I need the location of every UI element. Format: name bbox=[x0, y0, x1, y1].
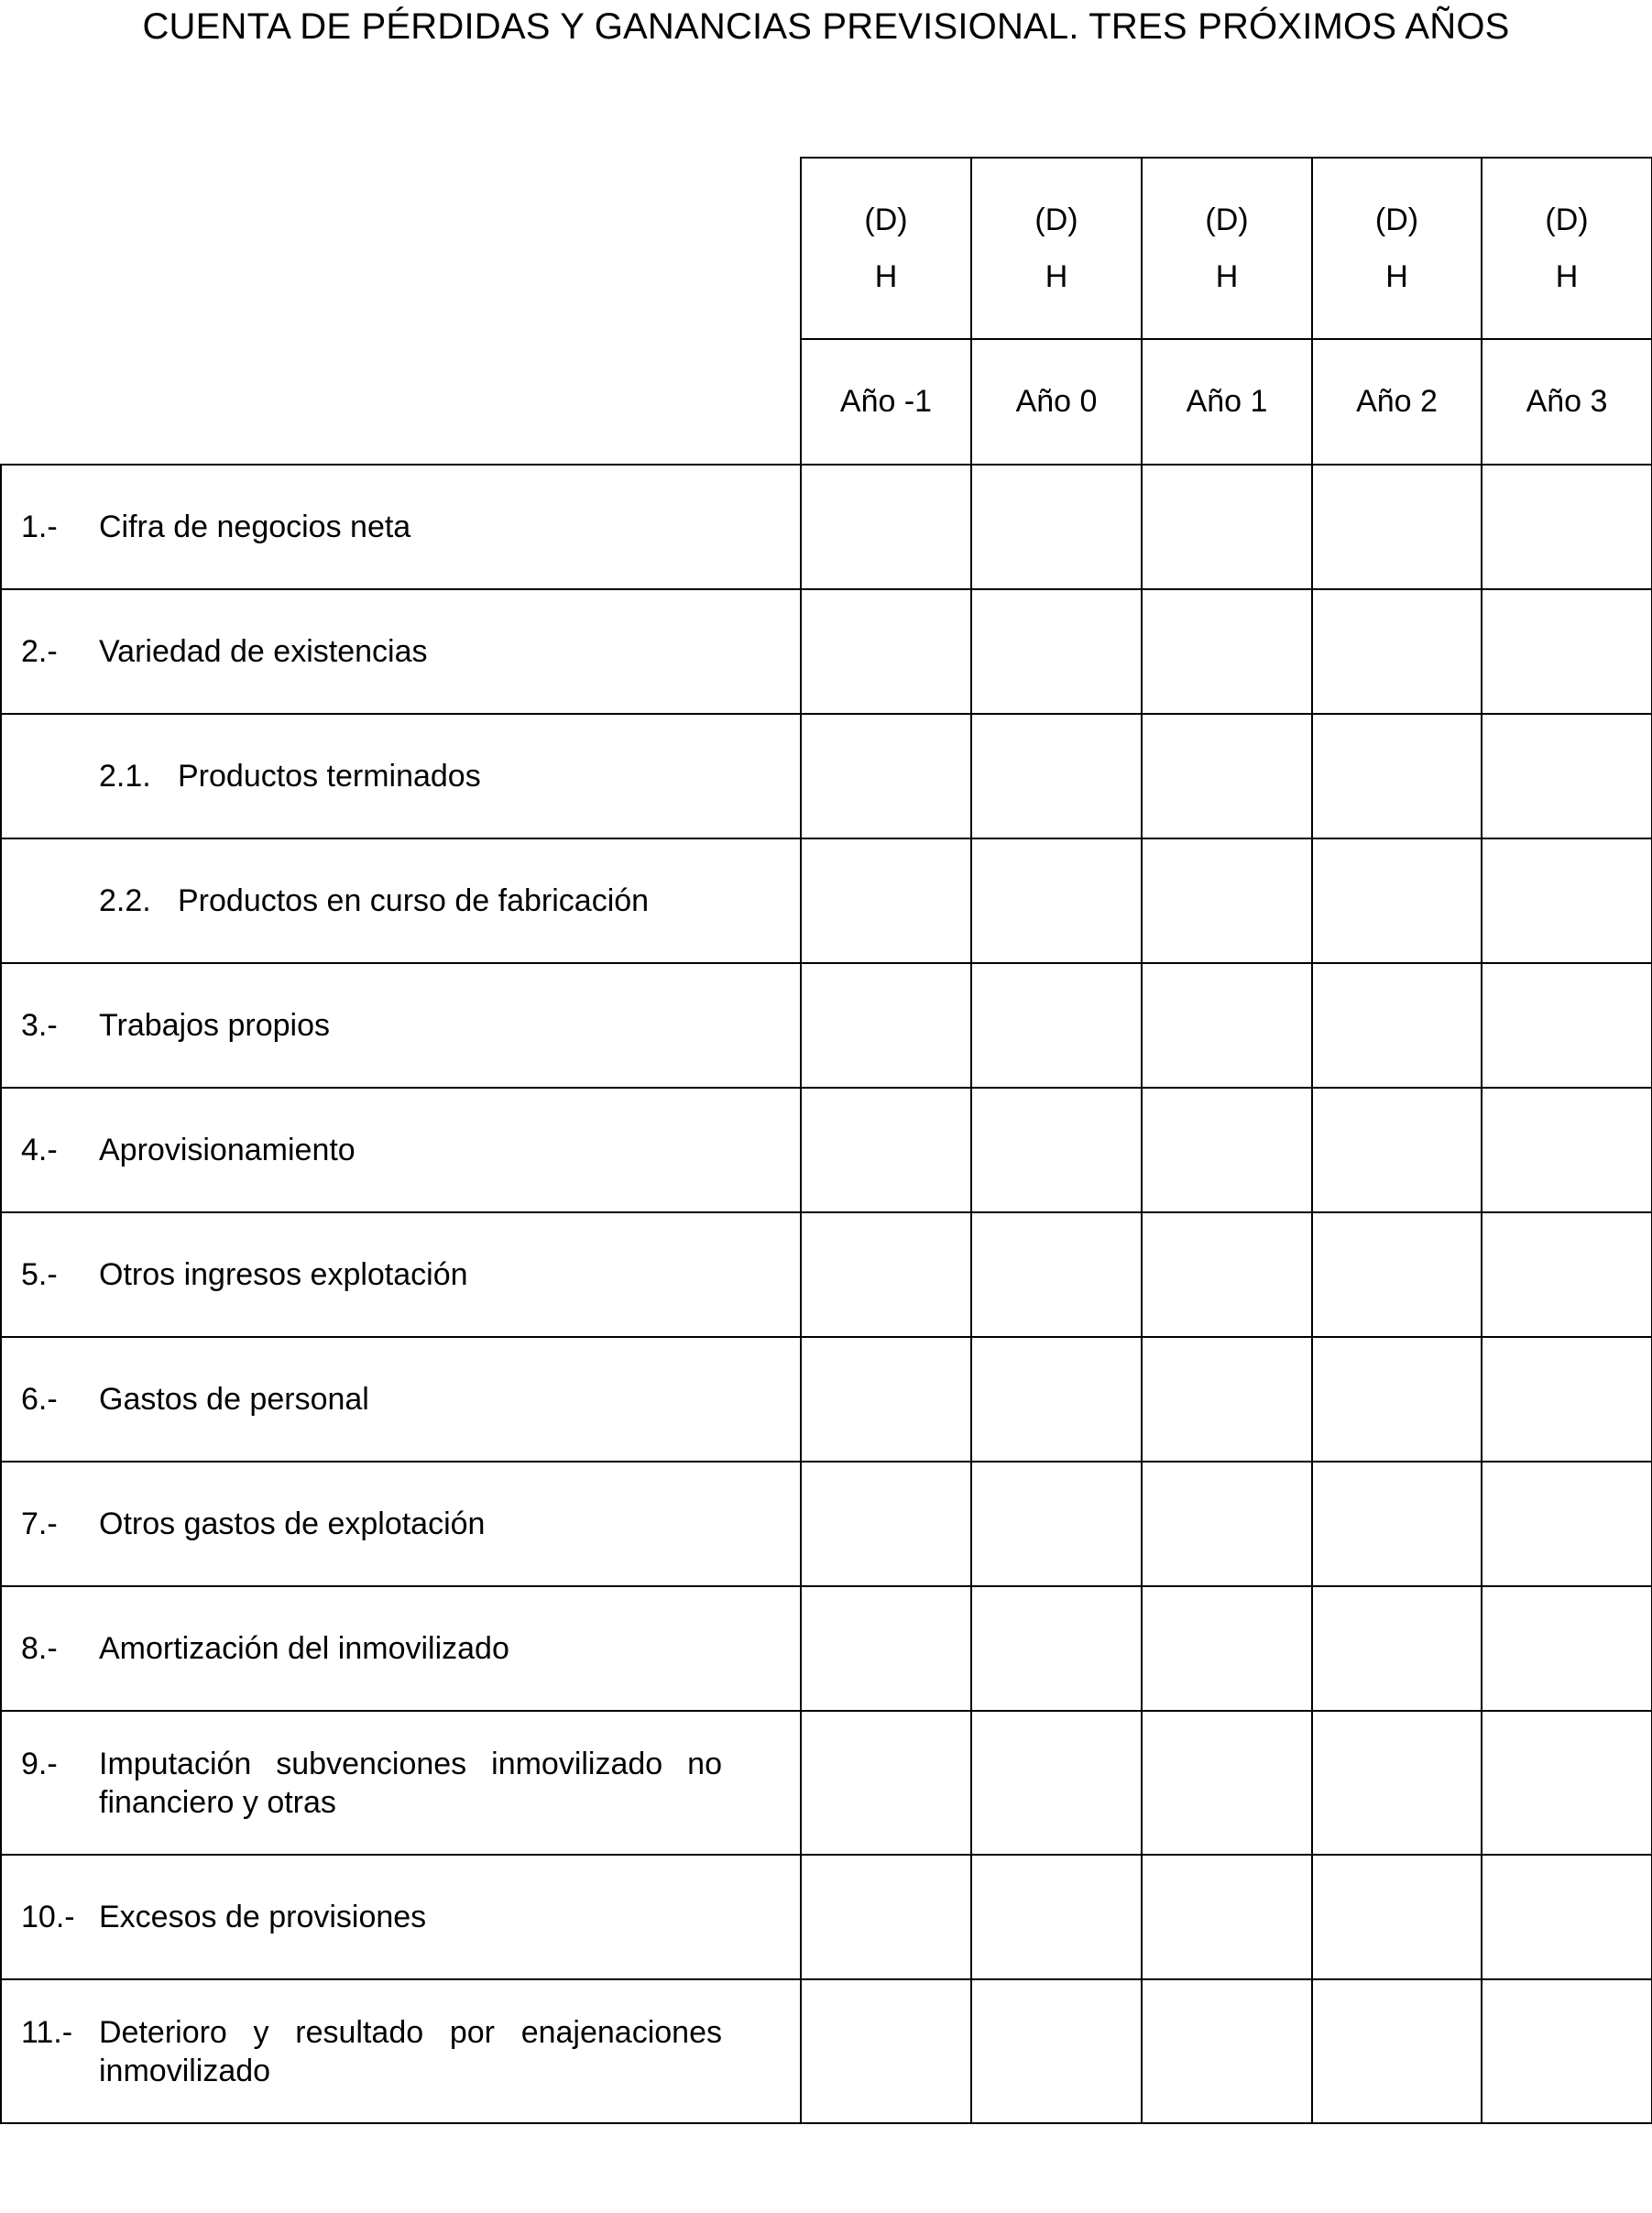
value-cell[interactable] bbox=[1142, 589, 1312, 714]
row-label-cell bbox=[1, 838, 801, 963]
value-cell[interactable] bbox=[1312, 1337, 1482, 1462]
value-cell[interactable] bbox=[971, 838, 1142, 963]
table-row bbox=[1, 1337, 1652, 1462]
row-label bbox=[2, 508, 800, 546]
column-header-dh bbox=[971, 158, 1142, 339]
value-cell[interactable] bbox=[801, 1979, 971, 2123]
credit-label: H bbox=[1555, 259, 1579, 294]
table-row bbox=[1, 1855, 1652, 1979]
table-row bbox=[1, 589, 1652, 714]
row-text: Productos terminados bbox=[178, 759, 481, 794]
table-row bbox=[1, 963, 1652, 1088]
row-number: 9.- bbox=[21, 1746, 58, 1781]
column-header-dh bbox=[801, 158, 971, 339]
value-cell[interactable] bbox=[1312, 465, 1482, 589]
row-number: 2.- bbox=[21, 634, 58, 669]
row-text: Otros gastos de explotación bbox=[99, 1506, 486, 1541]
row-number: 5.- bbox=[21, 1257, 58, 1292]
value-cell[interactable] bbox=[801, 465, 971, 589]
row-number: 10.- bbox=[21, 1900, 75, 1934]
value-cell[interactable] bbox=[1482, 1979, 1652, 2123]
row-label bbox=[2, 1131, 800, 1169]
value-cell[interactable] bbox=[801, 1337, 971, 1462]
value-cell[interactable] bbox=[971, 1855, 1142, 1979]
value-cell[interactable] bbox=[971, 1212, 1142, 1337]
column-header-year: Año -1 bbox=[801, 339, 971, 465]
value-cell[interactable] bbox=[971, 1711, 1142, 1855]
value-cell[interactable] bbox=[971, 1462, 1142, 1586]
row-label bbox=[2, 1255, 800, 1294]
value-cell[interactable] bbox=[1482, 838, 1652, 963]
row-number: 8.- bbox=[21, 1631, 58, 1666]
row-text: Otros ingresos explotación bbox=[99, 1257, 468, 1292]
row-label-cell bbox=[1, 714, 801, 838]
row-label-cell bbox=[1, 1462, 801, 1586]
row-label bbox=[2, 2013, 800, 2090]
value-cell[interactable] bbox=[1312, 1979, 1482, 2123]
value-cell[interactable] bbox=[1482, 714, 1652, 838]
row-text: Aprovisionamiento bbox=[99, 1133, 356, 1167]
header-row-dh bbox=[1, 158, 1652, 339]
value-cell[interactable] bbox=[801, 838, 971, 963]
row-label bbox=[2, 757, 800, 795]
column-header-year: Año 1 bbox=[1142, 339, 1312, 465]
row-number: 11.- bbox=[21, 2014, 73, 2050]
table-row bbox=[1, 1586, 1652, 1711]
value-cell[interactable] bbox=[1142, 1088, 1312, 1212]
value-cell[interactable] bbox=[801, 1212, 971, 1337]
row-number: 3.- bbox=[21, 1008, 58, 1043]
debit-label: (D) bbox=[864, 203, 908, 237]
row-label bbox=[2, 1898, 800, 1936]
column-header-dh bbox=[1482, 158, 1652, 339]
value-cell[interactable] bbox=[1482, 1088, 1652, 1212]
credit-label: H bbox=[1215, 259, 1239, 294]
row-label bbox=[2, 1380, 800, 1419]
row-number: 2.2. bbox=[99, 883, 151, 918]
value-cell[interactable] bbox=[971, 589, 1142, 714]
value-cell[interactable] bbox=[971, 1088, 1142, 1212]
column-header-year: Año 0 bbox=[971, 339, 1142, 465]
column-header-year: Año 2 bbox=[1312, 339, 1482, 465]
row-text: Amortización del inmovilizado bbox=[99, 1631, 509, 1666]
value-cell[interactable] bbox=[971, 1337, 1142, 1462]
value-cell[interactable] bbox=[1312, 1212, 1482, 1337]
value-cell[interactable] bbox=[1142, 838, 1312, 963]
value-cell[interactable] bbox=[1312, 838, 1482, 963]
value-cell[interactable] bbox=[1142, 1855, 1312, 1979]
row-label-cell bbox=[1, 963, 801, 1088]
header-corner bbox=[1, 158, 801, 465]
row-label bbox=[2, 1745, 800, 1822]
value-cell[interactable] bbox=[1312, 589, 1482, 714]
value-cell[interactable] bbox=[1482, 1462, 1652, 1586]
page-title: CUENTA DE PÉRDIDAS Y GANANCIAS PREVISIONAL. TRES PRÓXIMOS AÑOS bbox=[142, 6, 1510, 47]
value-cell[interactable] bbox=[1482, 963, 1652, 1088]
value-cell[interactable] bbox=[801, 1711, 971, 1855]
row-label-cell bbox=[1, 1337, 801, 1462]
value-cell[interactable] bbox=[971, 465, 1142, 589]
table-row bbox=[1, 1711, 1652, 1855]
value-cell[interactable] bbox=[971, 1979, 1142, 2123]
row-label-cell bbox=[1, 589, 801, 714]
value-cell[interactable] bbox=[1482, 465, 1652, 589]
row-text: Imputación subvenciones inmovilizado no financiero y otras bbox=[99, 1746, 722, 1820]
row-number: 7.- bbox=[21, 1506, 58, 1541]
row-number: 6.- bbox=[21, 1382, 58, 1417]
row-label bbox=[2, 1006, 800, 1045]
debit-label: (D) bbox=[1545, 203, 1589, 237]
credit-label: H bbox=[1385, 259, 1408, 294]
row-text: Trabajos propios bbox=[99, 1008, 330, 1043]
value-cell[interactable] bbox=[1142, 1337, 1312, 1462]
value-cell[interactable] bbox=[1142, 1462, 1312, 1586]
value-cell[interactable] bbox=[801, 589, 971, 714]
value-cell[interactable] bbox=[1482, 589, 1652, 714]
value-cell[interactable] bbox=[1142, 714, 1312, 838]
table-row bbox=[1, 1088, 1652, 1212]
row-text: Cifra de negocios neta bbox=[99, 509, 411, 544]
row-number: 2.1. bbox=[99, 759, 151, 794]
value-cell[interactable] bbox=[971, 963, 1142, 1088]
value-cell[interactable] bbox=[1312, 1586, 1482, 1711]
row-label-cell bbox=[1, 1855, 801, 1979]
row-text: Deterioro y resultado por enajenaciones inmovilizado bbox=[99, 2014, 722, 2088]
row-label-cell bbox=[1, 465, 801, 589]
value-cell[interactable] bbox=[1142, 963, 1312, 1088]
row-label bbox=[2, 632, 800, 671]
value-cell[interactable] bbox=[1482, 1212, 1652, 1337]
table-row bbox=[1, 714, 1652, 838]
value-cell[interactable] bbox=[1142, 1212, 1312, 1337]
row-label-cell bbox=[1, 1212, 801, 1337]
value-cell[interactable] bbox=[1312, 963, 1482, 1088]
profit-loss-table bbox=[0, 157, 1652, 2124]
table-row bbox=[1, 465, 1652, 589]
row-label-cell bbox=[1, 1088, 801, 1212]
row-label-cell bbox=[1, 1711, 801, 1855]
value-cell[interactable] bbox=[1142, 1979, 1312, 2123]
table-body bbox=[1, 465, 1652, 2123]
row-text: Excesos de provisiones bbox=[99, 1900, 427, 1934]
table-row bbox=[1, 1462, 1652, 1586]
row-text: Gastos de personal bbox=[99, 1382, 369, 1417]
debit-label: (D) bbox=[1205, 203, 1249, 237]
table-row bbox=[1, 1212, 1652, 1337]
row-label bbox=[2, 1505, 800, 1543]
debit-label: (D) bbox=[1374, 203, 1419, 237]
debit-label: (D) bbox=[1034, 203, 1078, 237]
row-text: Productos en curso de fabricación bbox=[178, 883, 650, 918]
row-label bbox=[2, 1629, 800, 1668]
row-number: 1.- bbox=[21, 509, 58, 544]
column-header-dh bbox=[1312, 158, 1482, 339]
value-cell[interactable] bbox=[1142, 465, 1312, 589]
column-header-dh bbox=[1142, 158, 1312, 339]
row-text: Variedad de existencias bbox=[99, 634, 428, 669]
credit-label: H bbox=[874, 259, 898, 294]
value-cell[interactable] bbox=[1482, 1711, 1652, 1855]
table-row bbox=[1, 838, 1652, 963]
value-cell[interactable] bbox=[801, 1088, 971, 1212]
value-cell[interactable] bbox=[1482, 1855, 1652, 1979]
row-label-cell bbox=[1, 1586, 801, 1711]
value-cell[interactable] bbox=[1312, 1462, 1482, 1586]
row-number: 4.- bbox=[21, 1133, 58, 1167]
value-cell[interactable] bbox=[1482, 1586, 1652, 1711]
value-cell[interactable] bbox=[1312, 1088, 1482, 1212]
value-cell[interactable] bbox=[1312, 1855, 1482, 1979]
credit-label: H bbox=[1045, 259, 1068, 294]
value-cell[interactable] bbox=[1312, 1711, 1482, 1855]
value-cell[interactable] bbox=[801, 1586, 971, 1711]
value-cell[interactable] bbox=[1312, 714, 1482, 838]
value-cell[interactable] bbox=[801, 714, 971, 838]
value-cell[interactable] bbox=[801, 1462, 971, 1586]
value-cell[interactable] bbox=[1482, 1337, 1652, 1462]
value-cell[interactable] bbox=[971, 1586, 1142, 1711]
row-label-cell bbox=[1, 1979, 801, 2123]
value-cell[interactable] bbox=[801, 1855, 971, 1979]
value-cell[interactable] bbox=[801, 963, 971, 1088]
column-header-year: Año 3 bbox=[1482, 339, 1652, 465]
value-cell[interactable] bbox=[1142, 1586, 1312, 1711]
value-cell[interactable] bbox=[971, 714, 1142, 838]
table-row bbox=[1, 1979, 1652, 2123]
row-label bbox=[2, 882, 800, 920]
value-cell[interactable] bbox=[1142, 1711, 1312, 1855]
